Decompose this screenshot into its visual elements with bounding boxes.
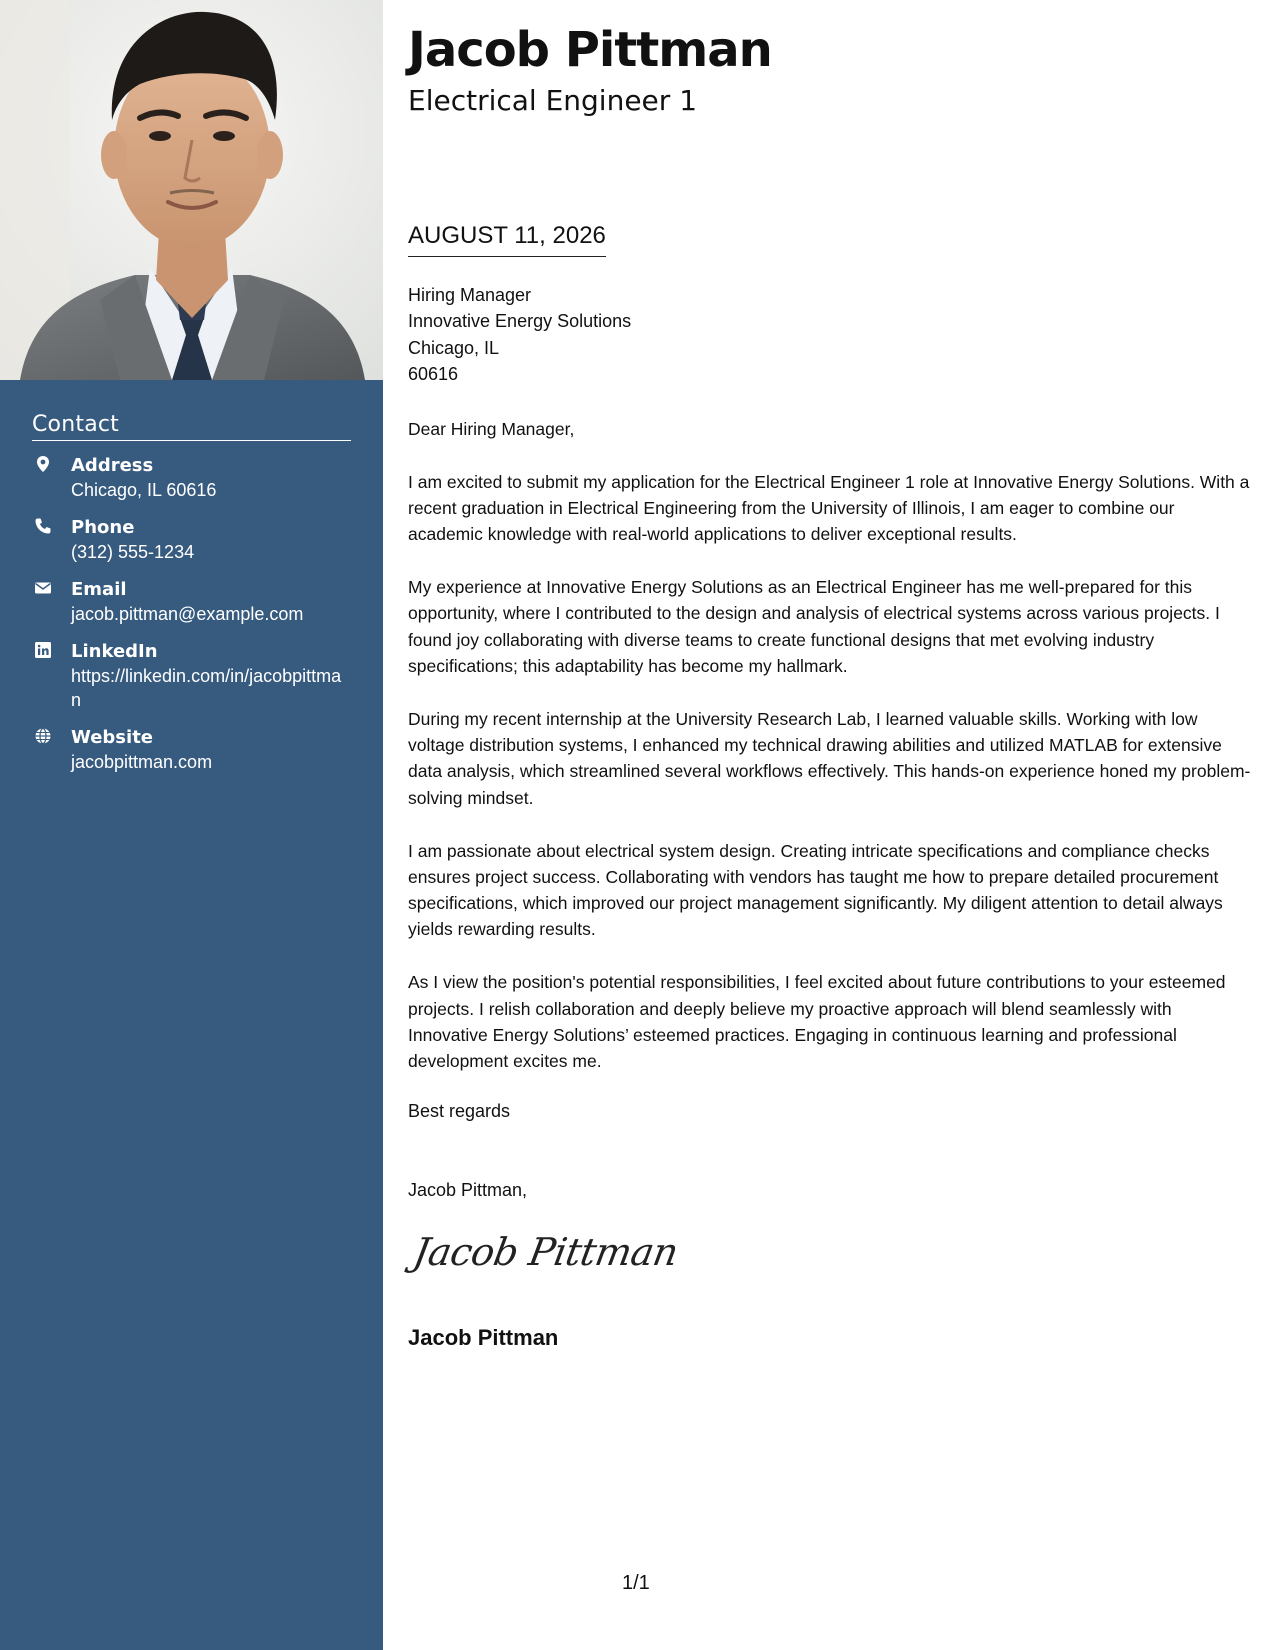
contact-linkedin bbox=[32, 639, 351, 712]
letter-date: AUGUST 11, 2026 bbox=[408, 222, 606, 257]
contact-email-value[interactable]: jacob.pittman@example.com bbox=[71, 604, 304, 624]
contact-website-label: Website bbox=[71, 727, 154, 748]
phone-icon bbox=[34, 517, 52, 535]
recipient-block bbox=[408, 282, 631, 387]
globe-icon bbox=[34, 727, 52, 745]
signature-text: Jacob Pittman bbox=[410, 1230, 682, 1274]
letter-paragraph: As I view the position's potential responsibilities, I feel excited about future contributions to your esteemed projects. I relish collaboration and deeply believe my proactive approach will blend seamlessly with Innovative Energy Solutions’ esteemed practices. Engaging in continuous learning and professional development excites me. bbox=[408, 972, 1226, 1072]
letter-paragraph: During my recent internship at the University Research Lab, I learned valuable skills. Working with low voltage distribution systems, I enhanced my technical drawing abilities and utilized MATLAB for extensive data analysis, which streamlined several workflows effectively. This hands-on experience honed my problem-solving mindset. bbox=[408, 708, 1251, 808]
recipient-line: 60616 bbox=[408, 363, 459, 384]
recipient-line: Innovative Energy Solutions bbox=[408, 311, 632, 332]
applicant-name: Jacob Pittman bbox=[408, 22, 772, 78]
contact-address bbox=[32, 453, 351, 502]
contact-email-label: Email bbox=[71, 579, 127, 600]
printed-name: Jacob Pittman bbox=[408, 1325, 559, 1350]
contact-address-value: Chicago, IL 60616 bbox=[71, 480, 217, 500]
location-pin-icon bbox=[34, 455, 52, 473]
letter-paragraph: I am excited to submit my application for the Electrical Engineer 1 role at Innovative Energy Solutions. With a recent graduation in Electrical Engineering from the University of Illinois, I am eager to combine our academic knowledge with real-world applications to deliver exceptional results. bbox=[408, 471, 1250, 545]
letter-paragraph: My experience at Innovative Energy Solutions as an Electrical Engineer has me well-prepared for this opportunity, where I contributed to the design and analysis of electrical systems across various projects. I found joy collaborating with diverse teams to create functional designs that met evolving industry specifications; this adaptability has become my hallmark. bbox=[408, 577, 1220, 677]
contact-phone bbox=[32, 515, 351, 564]
page-number: 1/1 bbox=[622, 1572, 650, 1594]
sign-off-name: Jacob Pittman, bbox=[408, 1180, 528, 1200]
contact-email bbox=[32, 577, 351, 626]
contact-address-label: Address bbox=[71, 455, 154, 476]
linkedin-icon bbox=[34, 641, 52, 659]
salutation: Dear Hiring Manager, bbox=[408, 419, 575, 439]
contact-phone-value[interactable]: (312) 555-1234 bbox=[71, 542, 195, 562]
contact-section bbox=[32, 412, 351, 787]
envelope-icon bbox=[34, 579, 52, 597]
contact-website bbox=[32, 725, 351, 774]
contact-phone-label: Phone bbox=[71, 517, 135, 538]
handwritten-signature bbox=[410, 1230, 682, 1300]
profile-photo bbox=[0, 0, 383, 380]
closing: Best regards bbox=[408, 1101, 511, 1121]
sidebar bbox=[0, 0, 383, 1650]
letter-content bbox=[408, 416, 1253, 1101]
profile-photo-illustration bbox=[0, 0, 383, 380]
letter-paragraph: I am passionate about electrical system design. Creating intricate specifications and compliance checks ensures project success. Collaborating with vendors has taught me how to prepare detailed procurement specifications, which improved our project management significantly. My diligent attention to detail always yields rewarding results. bbox=[408, 840, 1223, 940]
contact-linkedin-label: LinkedIn bbox=[71, 641, 158, 662]
contact-heading: Contact bbox=[32, 412, 351, 441]
recipient-line: Chicago, IL bbox=[408, 337, 500, 358]
recipient-line: Hiring Manager bbox=[408, 285, 532, 305]
contact-website-value[interactable]: jacobpittman.com bbox=[71, 752, 213, 772]
contact-linkedin-value[interactable]: https://linkedin.com/in/jacobpittman bbox=[71, 666, 342, 710]
job-title: Electrical Engineer 1 bbox=[408, 84, 698, 117]
